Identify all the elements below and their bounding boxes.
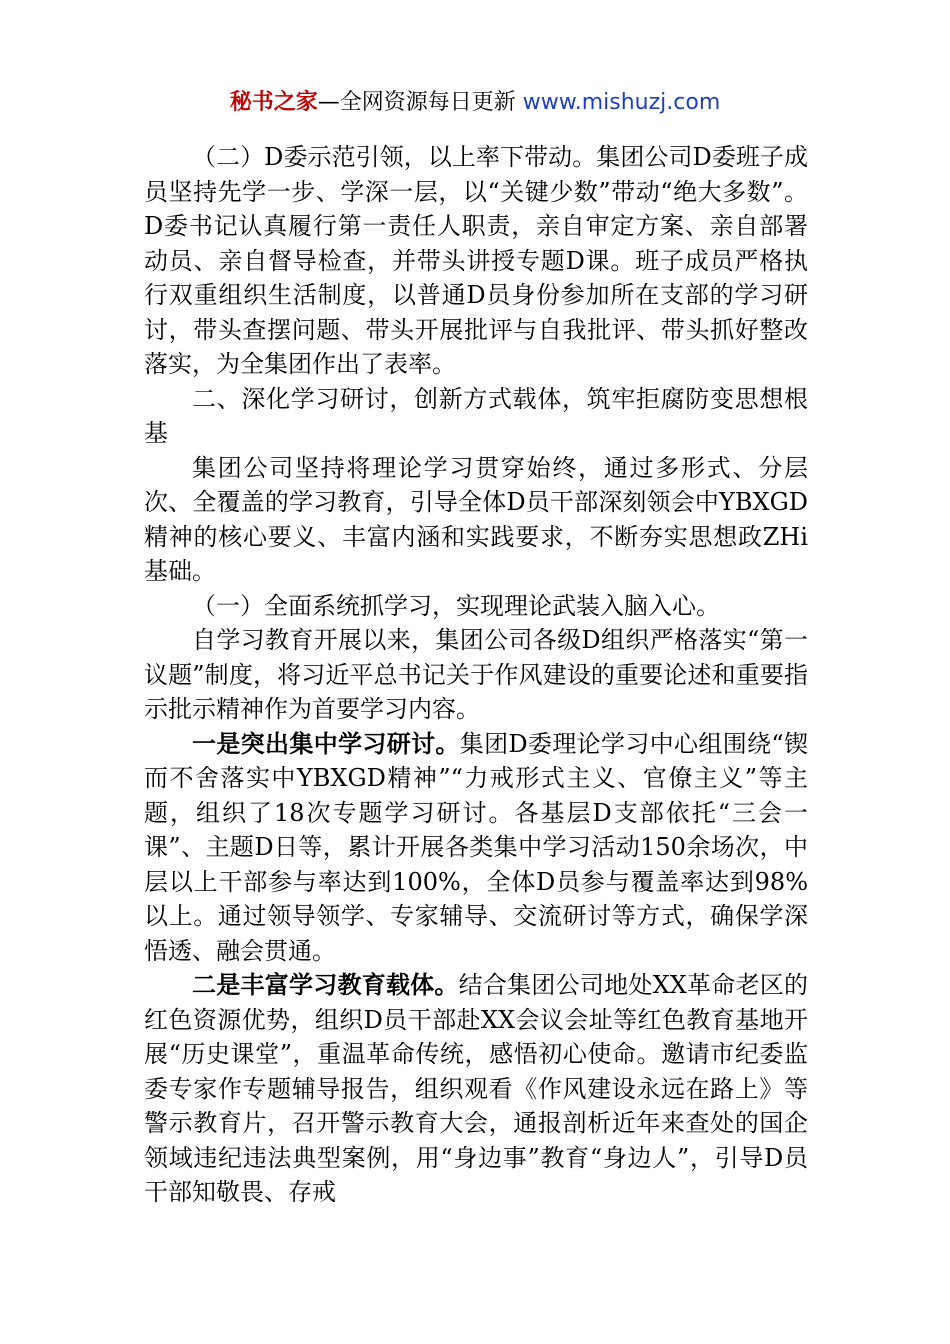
paragraph-leadership-example: （二）D委示范引领，以上率下带动。集团公司D委班子成员坚持先学一步、学深一层，以“关键少数”带动“绝大多数”。D委书记认真履行第一责任人职责，亲自审定方案、亲自部署动员、亲自督导检查，并带头讲授专题D课。班子成员严格执行双重组织生活制度，以普通D员身份参加所在支部的学习研讨，带头查摆问题、带头开展批评与自我批评、带头抓好整改落实，为全集团作出了表率。 — [144, 143, 808, 378]
site-brand: 秘书之家 — [229, 90, 318, 115]
paragraph-focused-study: 一是突出集中学习研讨。集团D委理论学习中心组围绕“锲而不舍落实中YBXGD精神”“力戒形式主义、官僚主义”等主题，组织了18次专题学习研讨。各基层D支部依托“三会一课”、主题D日等，累计开展各类集中学习活动150余场次，中层以上干部参与率达到100%，全体D员参与覆盖率达到98%以上。通过领导领学、专家辅导、交流研讨等方式，确保学深悟透、融会贯通。 — [144, 728, 808, 965]
document-body — [144, 140, 808, 1210]
paragraph-lead: 二是丰富学习教育载体。 — [192, 970, 459, 999]
paragraph-lead: 一是突出集中学习研讨。 — [192, 728, 460, 758]
section-heading-study: 二、深化学习研讨，创新方式载体，筑牢拒腐防变思想根基 — [144, 384, 808, 447]
paragraph-study-overview: 集团公司坚持将理论学习贯穿始终，通过多形式、分层次、全覆盖的学习教育，引导全体D员干部深刻领会中YBXGD精神的核心要义、丰富内涵和实践要求，不断夯实思想政ZHi基础。 — [144, 453, 808, 585]
site-tagline: —全网资源每日更新 — [317, 90, 523, 115]
site-url-link[interactable]: www.mishuzj.com — [522, 90, 721, 115]
site-header — [0, 86, 950, 120]
subheading-systematic-study: （一）全面系统抓学习，实现理论武装入脑入心。 — [192, 591, 720, 620]
paragraph-education-carriers: 二是丰富学习教育载体。结合集团公司地处XX革命老区的红色资源优势，组织D员干部赴XX会议会址等红色教育基地开展“历史课堂”，重温革命传统，感悟初心使命。邀请市纪委监委专家作专题辅导报告，组织观看《作风建设永远在路上》等警示教育片，召开警示教育大会，通报剖析近年来查处的国企领域违纪违法典型案例，用“身边事”教育“身边人”，引导D员干部知敬畏、存戒 — [144, 970, 808, 1206]
paragraph-first-agenda: 自学习教育开展以来，集团公司各级D组织严格落实“第一议题”制度，将习近平总书记关于作风建设的重要论述和重要指示批示精神作为首要学习内容。 — [144, 626, 808, 723]
